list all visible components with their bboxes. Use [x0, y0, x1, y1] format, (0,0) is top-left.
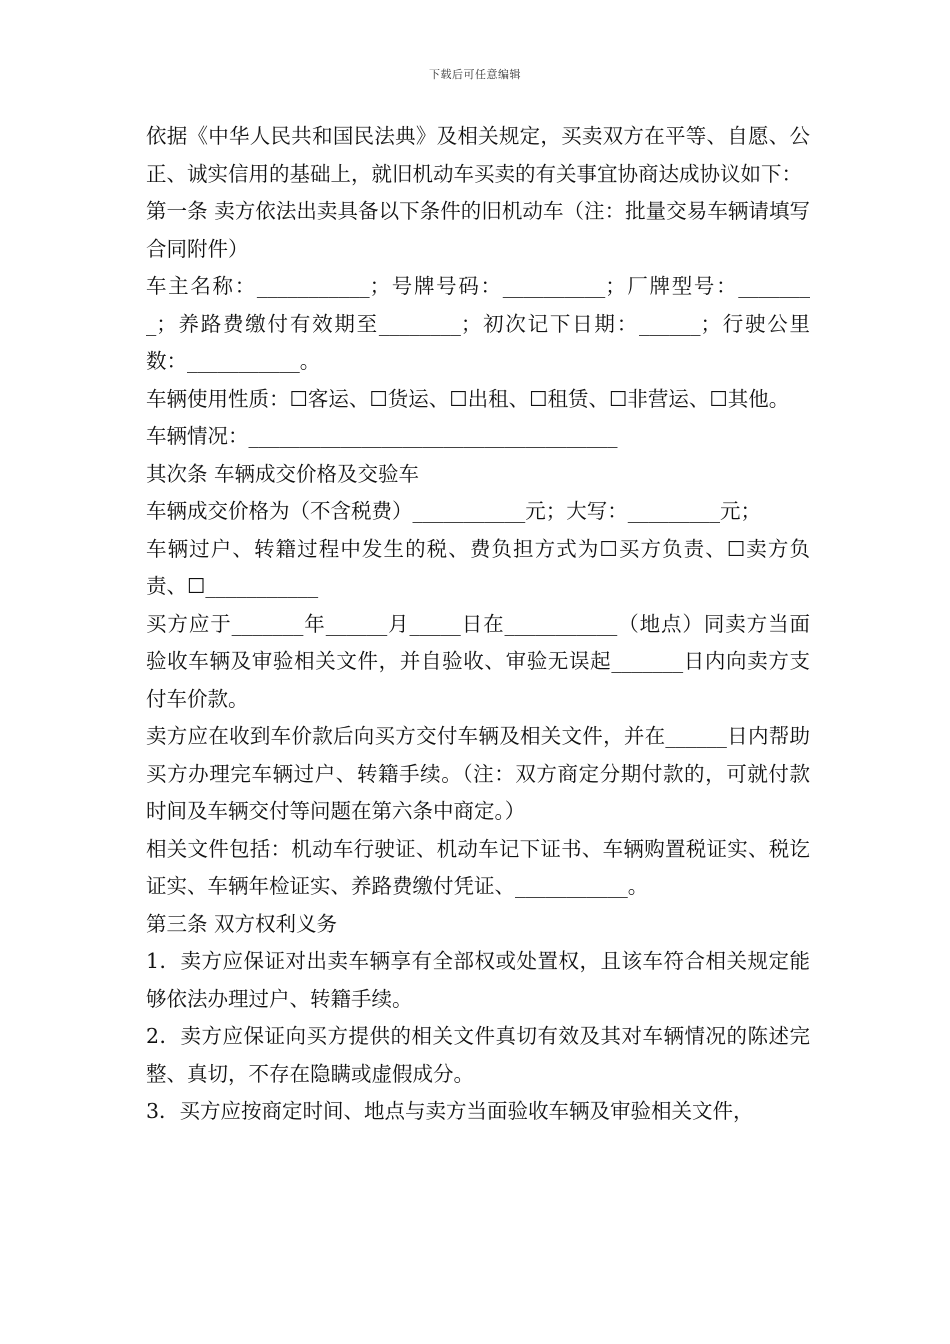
obligation-1: 1．卖方应保证对出卖车辆享有全部权或处置权，且该车符合相关规定能够依法办理过户、转籍手续。 — [146, 949, 810, 1011]
vehicle-condition: 车辆情况：____________________________________ — [146, 424, 618, 448]
article-1-heading: 第一条 卖方依法出卖具备以下条件的旧机动车（注：批量交易车辆请填写合同附件） — [146, 199, 810, 261]
delivery-transfer: 卖方应在收到车价款后向买方交付车辆及相关文件，并在______日内帮助买方办理完车辆过户、转籍手续。（注：双方商定分期付款的，可就付款时间及车辆交付等问题在第六条中商定。） — [146, 724, 810, 823]
article-3-heading: 第三条 双方权利义务 — [146, 911, 338, 936]
header-note: 下载后可任意编辑 — [429, 68, 521, 81]
paragraph-intro: 依据《中华人民共和国民法典》及相关规定，买卖双方在平等、自愿、公正、诚实信用的基础上，就旧机动车买卖的有关事宜协商达成协议如下： — [146, 124, 810, 186]
transaction-price: 车辆成交价格为（不含税费）___________元；大写：_________元； — [146, 499, 761, 523]
vehicle-info-fields: 车主名称：___________；号牌号码：__________；厂牌型号：________；养路费缴付有效期至________；初次记下日期：______；行驶公里数：___________。 — [146, 274, 810, 373]
obligation-2: 2．卖方应保证向买方提供的相关文件真切有效及其对车辆情况的陈述完整、真切，不存在隐瞒或虚假成分。 — [146, 1024, 810, 1086]
obligation-3: 3．买方应按商定时间、地点与卖方当面验收车辆及审验相关文件， — [146, 1099, 754, 1123]
document-body — [146, 118, 810, 1131]
tax-fee-burden: 车辆过户、转籍过程中发生的税、费负担方式为☐买方负责、☐卖方负责、☐___________ — [146, 536, 810, 598]
article-2-heading: 其次条 车辆成交价格及交验车 — [146, 461, 420, 486]
inspection-payment: 买方应于_______年______月_____日在___________（地点）同卖方当面验收车辆及审验相关文件，并自验收、审验无误起_______日内向卖方支付车价款。 — [146, 611, 810, 711]
related-documents: 相关文件包括：机动车行驶证、机动车记下证书、车辆购置税证实、税讫证实、车辆年检证实、养路费缴付凭证、___________。 — [146, 836, 810, 898]
vehicle-usage-type: 车辆使用性质：☐客运、☐货运、☐出租、☐租赁、☐非营运、☐其他。 — [146, 386, 790, 411]
